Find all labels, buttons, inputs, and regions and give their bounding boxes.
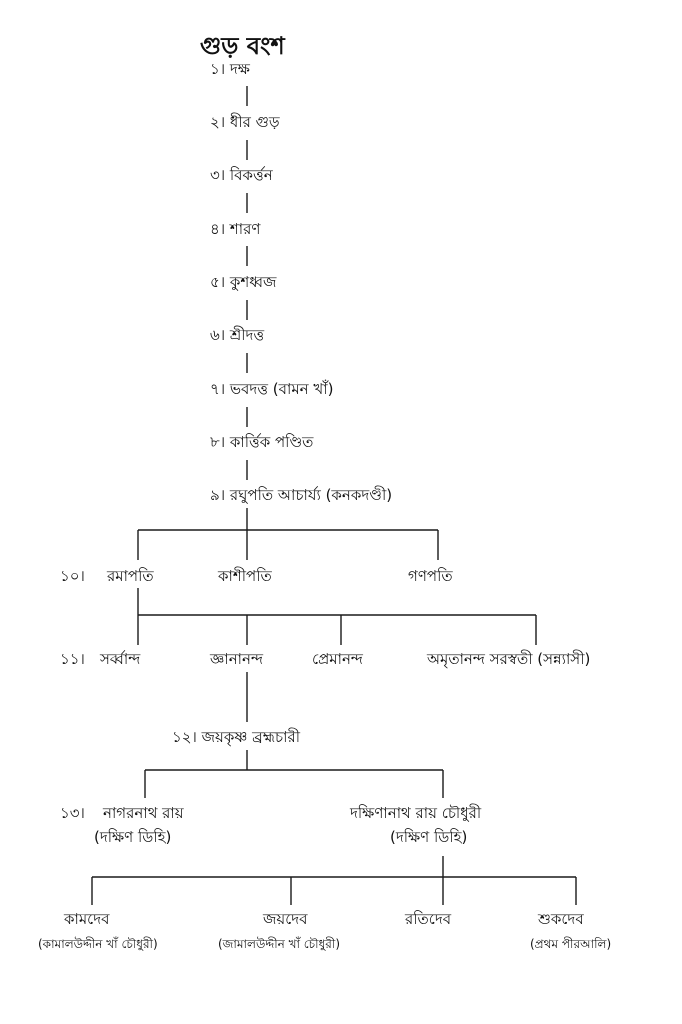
generation-3: ৩। বিকর্ত্তন xyxy=(210,166,273,184)
diagram-title: গুড় বংশ xyxy=(200,32,285,60)
gen10-ramapati: রমাপতি xyxy=(107,567,154,585)
generation-1: ১। দক্ষ xyxy=(210,60,250,78)
gen11-jnanananda: জ্ঞানানন্দ xyxy=(210,650,263,668)
generation-6: ৬। শ্রীদত্ত xyxy=(210,326,265,344)
gen11-amritananda: অমৃতানন্দ সরস্বতী (সন্ন্যাসী) xyxy=(427,650,591,668)
gen13-nagarnath: নাগরনাথ রায় xyxy=(103,804,184,822)
gen14-jaydeb: জয়দেব xyxy=(263,910,308,928)
generation-8: ৮। কার্ত্তিক পণ্ডিত xyxy=(210,433,314,451)
generation-12: ১২। জয়কৃষ্ণ ব্রহ্মচারী xyxy=(172,728,301,746)
gen10-kashipati: কাশীপতি xyxy=(218,567,272,585)
generation-13-number: ১৩। xyxy=(60,804,85,822)
generation-2: ২। ধীর গুড় xyxy=(210,113,280,131)
generation-11-number: ১১। xyxy=(60,650,85,668)
generation-4: ৪। শারণ xyxy=(210,220,261,238)
generation-9: ৯। রঘুপতি আচার্য্য (কনকদণ্ডী) xyxy=(210,486,393,504)
generation-10-number: ১০। xyxy=(60,567,85,585)
gen10-ganapati: গণপতি xyxy=(408,567,453,585)
gen14-jaydeb-note: (জামালউদ্দীন খাঁ চৌধুরী) xyxy=(218,937,341,951)
gen11-premananda: প্রেমানন্দ xyxy=(312,650,363,668)
generation-7: ৭। ভবদত্ত (বামন খাঁ) xyxy=(210,380,334,398)
gen11-sarbbananda: সর্ব্বান্দ xyxy=(100,650,141,668)
gen14-shukdeb: শুকদেব xyxy=(538,910,584,928)
gen13-dakshinanath: দক্ষিণানাথ রায় চৌধুরী xyxy=(350,804,482,822)
gen14-shukdeb-note: (প্রথম পীরআলি) xyxy=(530,937,612,951)
gen14-ratideb: রতিদেব xyxy=(405,910,452,928)
gen13-nagarnath-note: (দক্ষিণ ডিহি) xyxy=(94,828,172,846)
gen13-dakshinanath-note: (দক্ষিণ ডিহি) xyxy=(390,828,468,846)
gen14-kamdeb-note: (কামালউদ্দীন খাঁ চৌধুরী) xyxy=(38,937,158,951)
generation-5: ৫। কুশধ্বজ xyxy=(210,273,277,291)
gen14-kamdeb: কামদেব xyxy=(64,910,110,928)
